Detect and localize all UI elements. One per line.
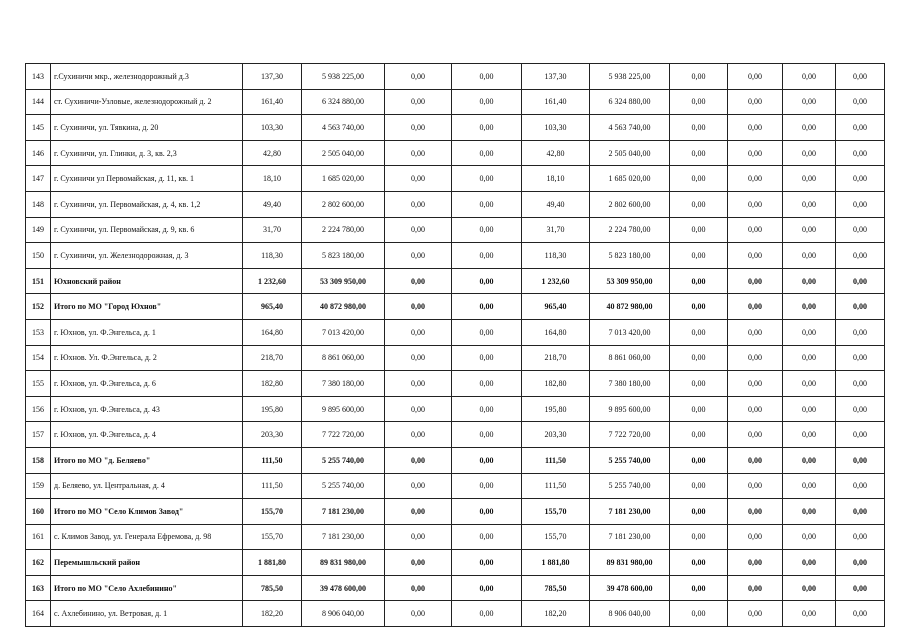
value-cell: 0,00: [783, 243, 836, 269]
address-cell: Перемышльский район: [51, 550, 243, 576]
value-cell: 0,00: [728, 89, 783, 115]
table-row: [26, 243, 885, 269]
value-cell: 31,70: [522, 217, 590, 243]
value-cell: 0,00: [452, 64, 522, 90]
value-cell: 111,50: [522, 447, 590, 473]
address-cell: г.Сухиничи мкр., железнодорожный д.3: [51, 64, 243, 90]
value-cell: 5 823 180,00: [302, 243, 385, 269]
value-cell: 0,00: [728, 115, 783, 141]
value-cell: 5 255 740,00: [302, 473, 385, 499]
value-cell: 0,00: [728, 140, 783, 166]
value-cell: 0,00: [385, 601, 452, 627]
value-cell: 0,00: [836, 447, 885, 473]
address-cell: г. Сухиничи, ул. Первомайская, д. 9, кв. 6: [51, 217, 243, 243]
value-cell: 0,00: [452, 550, 522, 576]
value-cell: 0,00: [385, 64, 452, 90]
value-cell: 0,00: [452, 601, 522, 627]
value-cell: 0,00: [670, 319, 728, 345]
value-cell: 0,00: [670, 191, 728, 217]
value-cell: 6 324 880,00: [590, 89, 670, 115]
address-cell: Итого по МО "д. Беляево": [51, 447, 243, 473]
value-cell: 4 563 740,00: [302, 115, 385, 141]
value-cell: 0,00: [452, 243, 522, 269]
address-cell: ст. Сухиничи-Узловые, железнодорожный д. 2: [51, 89, 243, 115]
value-cell: 164,80: [243, 319, 302, 345]
value-cell: 7 380 180,00: [302, 371, 385, 397]
row-number: 163: [26, 575, 51, 601]
address-cell: д. Беляево, ул. Центральная, д. 4: [51, 473, 243, 499]
value-cell: 203,30: [243, 422, 302, 448]
value-cell: 0,00: [836, 319, 885, 345]
value-cell: 1 685 020,00: [590, 166, 670, 192]
row-number: 147: [26, 166, 51, 192]
value-cell: 7 181 230,00: [302, 499, 385, 525]
value-cell: 0,00: [783, 601, 836, 627]
value-cell: 7 380 180,00: [590, 371, 670, 397]
value-cell: 0,00: [670, 447, 728, 473]
value-cell: 0,00: [670, 140, 728, 166]
value-cell: 195,80: [243, 396, 302, 422]
value-cell: 182,20: [243, 601, 302, 627]
value-cell: 0,00: [783, 89, 836, 115]
address-cell: г. Сухиничи, ул. Первомайская, д. 4, кв. 1,2: [51, 191, 243, 217]
value-cell: 0,00: [728, 371, 783, 397]
table-row: [26, 345, 885, 371]
row-number: 159: [26, 473, 51, 499]
row-number: 162: [26, 550, 51, 576]
value-cell: 0,00: [670, 499, 728, 525]
value-cell: 0,00: [836, 550, 885, 576]
value-cell: 18,10: [243, 166, 302, 192]
table-row: [26, 371, 885, 397]
value-cell: 0,00: [452, 499, 522, 525]
value-cell: 0,00: [728, 601, 783, 627]
value-cell: 0,00: [728, 191, 783, 217]
value-cell: 0,00: [385, 319, 452, 345]
value-cell: 0,00: [783, 294, 836, 320]
value-cell: 0,00: [783, 422, 836, 448]
value-cell: 103,30: [522, 115, 590, 141]
value-cell: 0,00: [728, 422, 783, 448]
value-cell: 0,00: [670, 422, 728, 448]
value-cell: 0,00: [836, 89, 885, 115]
value-cell: 0,00: [836, 345, 885, 371]
value-cell: 0,00: [783, 550, 836, 576]
value-cell: 0,00: [385, 191, 452, 217]
value-cell: 0,00: [452, 268, 522, 294]
value-cell: 5 938 225,00: [590, 64, 670, 90]
value-cell: 49,40: [243, 191, 302, 217]
value-cell: 118,30: [522, 243, 590, 269]
value-cell: 2 505 040,00: [590, 140, 670, 166]
table-row: [26, 473, 885, 499]
row-number: 161: [26, 524, 51, 550]
value-cell: 0,00: [452, 115, 522, 141]
value-cell: 0,00: [452, 140, 522, 166]
value-cell: 0,00: [670, 89, 728, 115]
row-number: 155: [26, 371, 51, 397]
value-cell: 0,00: [385, 268, 452, 294]
address-cell: Юхновский район: [51, 268, 243, 294]
value-cell: 0,00: [452, 345, 522, 371]
value-cell: 5 255 740,00: [590, 473, 670, 499]
value-cell: 0,00: [452, 575, 522, 601]
table-row-total: [26, 550, 885, 576]
value-cell: 0,00: [670, 166, 728, 192]
value-cell: 0,00: [728, 64, 783, 90]
housing-table: [25, 63, 885, 627]
value-cell: 2 802 600,00: [302, 191, 385, 217]
value-cell: 0,00: [452, 524, 522, 550]
address-cell: г. Сухиничи, ул. Железнодорожная, д. 3: [51, 243, 243, 269]
value-cell: 0,00: [836, 191, 885, 217]
value-cell: 0,00: [385, 550, 452, 576]
value-cell: 0,00: [728, 550, 783, 576]
value-cell: 0,00: [385, 422, 452, 448]
value-cell: 18,10: [522, 166, 590, 192]
value-cell: 89 831 980,00: [302, 550, 385, 576]
address-cell: г. Юхнов. Ул. Ф.Энгельса, д. 2: [51, 345, 243, 371]
value-cell: 0,00: [836, 422, 885, 448]
value-cell: 1 232,60: [522, 268, 590, 294]
value-cell: 2 802 600,00: [590, 191, 670, 217]
value-cell: 0,00: [452, 191, 522, 217]
value-cell: 161,40: [522, 89, 590, 115]
row-number: 157: [26, 422, 51, 448]
value-cell: 137,30: [243, 64, 302, 90]
value-cell: 0,00: [836, 473, 885, 499]
value-cell: 0,00: [452, 294, 522, 320]
value-cell: 0,00: [385, 473, 452, 499]
value-cell: 53 309 950,00: [302, 268, 385, 294]
value-cell: 0,00: [452, 89, 522, 115]
value-cell: 5 255 740,00: [590, 447, 670, 473]
value-cell: 0,00: [836, 524, 885, 550]
value-cell: 7 722 720,00: [590, 422, 670, 448]
value-cell: 5 938 225,00: [302, 64, 385, 90]
value-cell: 0,00: [783, 217, 836, 243]
value-cell: 0,00: [452, 447, 522, 473]
value-cell: 0,00: [836, 243, 885, 269]
address-cell: г. Сухиничи, ул. Глинки, д. 3, кв. 2,3: [51, 140, 243, 166]
value-cell: 40 872 980,00: [590, 294, 670, 320]
value-cell: 203,30: [522, 422, 590, 448]
address-cell: г. Юхнов, ул. Ф.Энгельса, д. 6: [51, 371, 243, 397]
row-number: 149: [26, 217, 51, 243]
value-cell: 0,00: [783, 64, 836, 90]
value-cell: 0,00: [670, 473, 728, 499]
value-cell: 195,80: [522, 396, 590, 422]
value-cell: 0,00: [385, 371, 452, 397]
value-cell: 0,00: [385, 524, 452, 550]
value-cell: 155,70: [522, 524, 590, 550]
value-cell: 0,00: [670, 575, 728, 601]
row-number: 164: [26, 601, 51, 627]
value-cell: 7 722 720,00: [302, 422, 385, 448]
value-cell: 182,20: [522, 601, 590, 627]
table-row-total: [26, 447, 885, 473]
value-cell: 0,00: [836, 140, 885, 166]
value-cell: 0,00: [728, 294, 783, 320]
value-cell: 1 685 020,00: [302, 166, 385, 192]
value-cell: 0,00: [728, 243, 783, 269]
value-cell: 0,00: [728, 166, 783, 192]
value-cell: 137,30: [522, 64, 590, 90]
value-cell: 0,00: [783, 524, 836, 550]
value-cell: 0,00: [728, 345, 783, 371]
value-cell: 1 881,80: [522, 550, 590, 576]
value-cell: 118,30: [243, 243, 302, 269]
value-cell: 0,00: [452, 422, 522, 448]
value-cell: 5 823 180,00: [590, 243, 670, 269]
value-cell: 0,00: [783, 319, 836, 345]
value-cell: 1 232,60: [243, 268, 302, 294]
value-cell: 42,80: [243, 140, 302, 166]
value-cell: 0,00: [836, 115, 885, 141]
value-cell: 0,00: [836, 499, 885, 525]
value-cell: 0,00: [670, 294, 728, 320]
value-cell: 0,00: [783, 191, 836, 217]
value-cell: 0,00: [783, 473, 836, 499]
value-cell: 0,00: [670, 396, 728, 422]
value-cell: 0,00: [783, 345, 836, 371]
table-row: [26, 89, 885, 115]
value-cell: 965,40: [243, 294, 302, 320]
value-cell: 0,00: [836, 601, 885, 627]
row-number: 148: [26, 191, 51, 217]
table-row-total: [26, 575, 885, 601]
row-number: 160: [26, 499, 51, 525]
table-row-total: [26, 499, 885, 525]
value-cell: 0,00: [783, 447, 836, 473]
value-cell: 7 181 230,00: [590, 499, 670, 525]
value-cell: 4 563 740,00: [590, 115, 670, 141]
value-cell: 2 224 780,00: [590, 217, 670, 243]
value-cell: 0,00: [670, 550, 728, 576]
value-cell: 0,00: [836, 371, 885, 397]
row-number: 156: [26, 396, 51, 422]
value-cell: 9 895 600,00: [590, 396, 670, 422]
value-cell: 785,50: [522, 575, 590, 601]
value-cell: 7 181 230,00: [590, 524, 670, 550]
value-cell: 0,00: [670, 64, 728, 90]
value-cell: 182,80: [522, 371, 590, 397]
row-number: 154: [26, 345, 51, 371]
value-cell: 39 478 600,00: [590, 575, 670, 601]
value-cell: 155,70: [243, 499, 302, 525]
address-cell: г. Сухиничи ул Первомайская, д. 11, кв. 1: [51, 166, 243, 192]
row-number: 152: [26, 294, 51, 320]
value-cell: 0,00: [836, 294, 885, 320]
value-cell: 8 861 060,00: [590, 345, 670, 371]
value-cell: 0,00: [783, 396, 836, 422]
row-number: 153: [26, 319, 51, 345]
value-cell: 7 013 420,00: [302, 319, 385, 345]
document-sheet: [25, 63, 885, 627]
value-cell: 89 831 980,00: [590, 550, 670, 576]
value-cell: 0,00: [385, 447, 452, 473]
address-cell: г. Юхнов, ул. Ф.Энгельса, д. 1: [51, 319, 243, 345]
row-number: 151: [26, 268, 51, 294]
value-cell: 161,40: [243, 89, 302, 115]
table-row: [26, 524, 885, 550]
address-cell: г. Юхнов, ул. Ф.Энгельса, д. 43: [51, 396, 243, 422]
value-cell: 0,00: [452, 319, 522, 345]
value-cell: 155,70: [243, 524, 302, 550]
value-cell: 0,00: [670, 524, 728, 550]
value-cell: 218,70: [522, 345, 590, 371]
value-cell: 0,00: [385, 499, 452, 525]
value-cell: 0,00: [728, 499, 783, 525]
address-cell: Итого по МО "Город Юхнов": [51, 294, 243, 320]
value-cell: 0,00: [836, 217, 885, 243]
value-cell: 8 906 040,00: [590, 601, 670, 627]
value-cell: 0,00: [385, 575, 452, 601]
value-cell: 49,40: [522, 191, 590, 217]
value-cell: 0,00: [452, 473, 522, 499]
address-cell: Итого по МО "Село Ахлебинино": [51, 575, 243, 601]
value-cell: 0,00: [836, 64, 885, 90]
row-number: 143: [26, 64, 51, 90]
table-body: [26, 64, 885, 627]
value-cell: 0,00: [385, 115, 452, 141]
address-cell: с. Ахлебинино, ул. Ветровая, д. 1: [51, 601, 243, 627]
value-cell: 0,00: [783, 499, 836, 525]
value-cell: 0,00: [452, 396, 522, 422]
value-cell: 103,30: [243, 115, 302, 141]
address-cell: Итого по МО "Село Климов Завод": [51, 499, 243, 525]
value-cell: 0,00: [670, 371, 728, 397]
table-row: [26, 166, 885, 192]
value-cell: 155,70: [522, 499, 590, 525]
value-cell: 0,00: [452, 166, 522, 192]
value-cell: 0,00: [783, 115, 836, 141]
value-cell: 7 013 420,00: [590, 319, 670, 345]
value-cell: 6 324 880,00: [302, 89, 385, 115]
row-number: 158: [26, 447, 51, 473]
value-cell: 0,00: [452, 217, 522, 243]
value-cell: 8 906 040,00: [302, 601, 385, 627]
value-cell: 111,50: [522, 473, 590, 499]
value-cell: 0,00: [385, 140, 452, 166]
value-cell: 0,00: [385, 166, 452, 192]
value-cell: 0,00: [836, 268, 885, 294]
address-cell: г. Сухиничи, ул. Тявкина, д. 20: [51, 115, 243, 141]
value-cell: 785,50: [243, 575, 302, 601]
table-row: [26, 601, 885, 627]
value-cell: 5 255 740,00: [302, 447, 385, 473]
value-cell: 0,00: [836, 575, 885, 601]
value-cell: 0,00: [783, 268, 836, 294]
value-cell: 0,00: [728, 268, 783, 294]
row-number: 146: [26, 140, 51, 166]
value-cell: 0,00: [452, 371, 522, 397]
value-cell: 965,40: [522, 294, 590, 320]
value-cell: 0,00: [385, 294, 452, 320]
value-cell: 53 309 950,00: [590, 268, 670, 294]
table-row: [26, 422, 885, 448]
value-cell: 0,00: [670, 345, 728, 371]
value-cell: 0,00: [836, 166, 885, 192]
value-cell: 42,80: [522, 140, 590, 166]
value-cell: 0,00: [836, 396, 885, 422]
value-cell: 0,00: [728, 396, 783, 422]
table-row: [26, 140, 885, 166]
value-cell: 0,00: [783, 575, 836, 601]
value-cell: 111,50: [243, 473, 302, 499]
value-cell: 0,00: [728, 217, 783, 243]
value-cell: 1 881,80: [243, 550, 302, 576]
address-cell: с. Климов Завод, ул. Генерала Ефремова, д. 98: [51, 524, 243, 550]
value-cell: 0,00: [728, 473, 783, 499]
table-row: [26, 64, 885, 90]
value-cell: 8 861 060,00: [302, 345, 385, 371]
value-cell: 218,70: [243, 345, 302, 371]
value-cell: 0,00: [670, 243, 728, 269]
row-number: 144: [26, 89, 51, 115]
table-row: [26, 396, 885, 422]
value-cell: 0,00: [385, 345, 452, 371]
table-row: [26, 319, 885, 345]
value-cell: 0,00: [385, 217, 452, 243]
value-cell: 2 505 040,00: [302, 140, 385, 166]
row-number: 145: [26, 115, 51, 141]
row-number: 150: [26, 243, 51, 269]
value-cell: 0,00: [385, 243, 452, 269]
table-row: [26, 217, 885, 243]
value-cell: 40 872 980,00: [302, 294, 385, 320]
table-row: [26, 115, 885, 141]
value-cell: 9 895 600,00: [302, 396, 385, 422]
value-cell: 2 224 780,00: [302, 217, 385, 243]
value-cell: 164,80: [522, 319, 590, 345]
value-cell: 0,00: [670, 601, 728, 627]
value-cell: 0,00: [670, 217, 728, 243]
table-row-total: [26, 294, 885, 320]
value-cell: 0,00: [728, 524, 783, 550]
address-cell: г. Юхнов, ул. Ф.Энгельса, д. 4: [51, 422, 243, 448]
value-cell: 0,00: [728, 447, 783, 473]
value-cell: 39 478 600,00: [302, 575, 385, 601]
value-cell: 0,00: [728, 575, 783, 601]
value-cell: 111,50: [243, 447, 302, 473]
value-cell: 0,00: [728, 319, 783, 345]
value-cell: 0,00: [385, 89, 452, 115]
table-row-total: [26, 268, 885, 294]
table-row: [26, 191, 885, 217]
value-cell: 31,70: [243, 217, 302, 243]
value-cell: 7 181 230,00: [302, 524, 385, 550]
value-cell: 0,00: [783, 371, 836, 397]
value-cell: 0,00: [670, 268, 728, 294]
value-cell: 0,00: [783, 140, 836, 166]
value-cell: 0,00: [670, 115, 728, 141]
value-cell: 182,80: [243, 371, 302, 397]
value-cell: 0,00: [385, 396, 452, 422]
value-cell: 0,00: [783, 166, 836, 192]
